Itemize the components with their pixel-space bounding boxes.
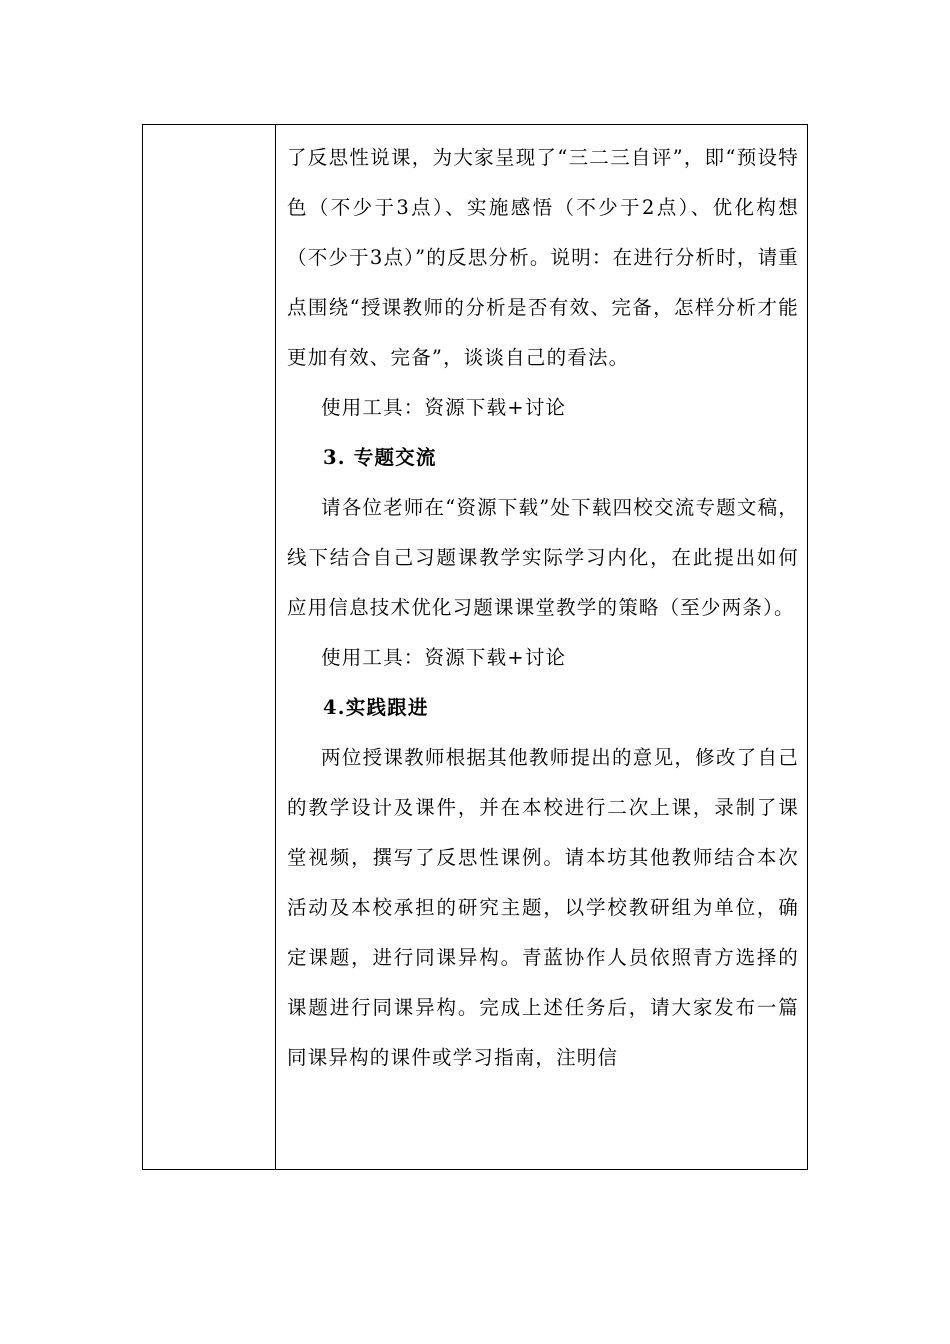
table-right-cell	[276, 125, 807, 1169]
tool-line-1: 使用工具：资源下载+讨论	[321, 396, 567, 419]
document-table	[142, 124, 808, 1170]
table-left-cell	[143, 125, 276, 1169]
practice-paragraph: 两位授课教师根据其他教师提出的意见，修改了自己的教学设计及课件，并在本校进行二次上课，录制了课堂视频，撰写了反思性课例。请本坊其他教师结合本次活动及本校承担的研究主题，以学校教研组为单位，确定课题，进行同课异构。青蓝协作人员依照青方选择的课题进行同课异构。完成上述任务后，请大家发布一篇同课异构的课件或学习指南，注明信	[287, 746, 799, 1069]
section-heading-4: 4.实践跟进	[323, 696, 429, 719]
tool-line-2: 使用工具：资源下载+讨论	[321, 646, 567, 669]
topic-exchange-paragraph: 请各位老师在“资源下载”处下载四校交流专题文稿，线下结合自己习题课教学实际学习内化，在此提出如何应用信息技术优化习题课课堂教学的策略（至少两条）。	[287, 496, 799, 619]
reflection-paragraph: 了反思性说课，为大家呈现了“三二三自评”，即“预设特色（不少于3点）、实施感悟（不少于2点）、优化构想（不少于3点）”的反思分析。说明：在进行分析时，请重点围绕“授课教师的分析是否有效、完备，怎样分析才能更加有效、完备”，谈谈自己的看法。	[287, 146, 799, 369]
section-heading-3: 3. 专题交流	[323, 446, 437, 469]
